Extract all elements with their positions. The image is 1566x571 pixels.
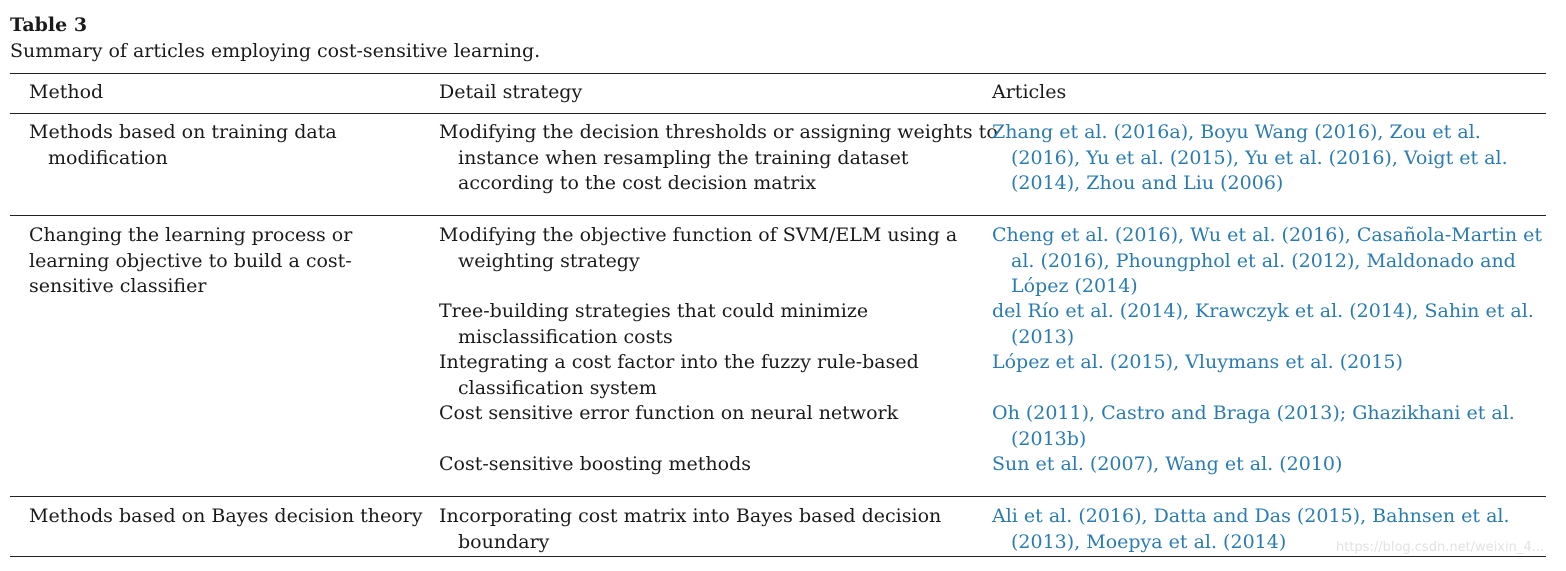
table-top-rule <box>10 73 1546 74</box>
group-divider <box>10 496 1546 497</box>
method-learning-process: Changing the learning process or learning objective to build a cost-sensitive classifier <box>29 224 353 297</box>
column-header-articles: Articles <box>992 81 1067 103</box>
articles-cell[interactable]: Zhang et al. (2016a), Boyu Wang (2016), Zou et al. (2016), Yu et al. (2015), Yu et al. (2016), Voigt et al. (2014), Zhou and Liu (2006) <box>992 121 1508 194</box>
detail-strategy-cell: Integrating a cost factor into the fuzzy rule-based classification system <box>439 351 919 399</box>
table-caption <box>10 12 1550 64</box>
table-bottom-rule <box>10 556 1546 557</box>
watermark: https://blog.csdn.net/weixin_4... <box>1336 540 1545 555</box>
detail-strategy-cell: Cost-sensitive boosting methods <box>439 453 751 475</box>
articles-cell[interactable]: Sun et al. (2007), Wang et al. (2010) <box>992 453 1343 475</box>
articles-cell[interactable]: López et al. (2015), Vluymans et al. (2015) <box>992 351 1403 373</box>
column-header-detail: Detail strategy <box>439 81 583 103</box>
column-header-method: Method <box>29 81 104 103</box>
detail-strategy-cell: Tree-building strategies that could minimize misclassification costs <box>439 300 869 348</box>
method-training-data-modification: Methods based on training data modification <box>29 121 337 169</box>
articles-cell[interactable]: Ali et al. (2016), Datta and Das (2015), Bahnsen et al. (2013), Moepya et al. (2014) <box>992 505 1510 553</box>
articles-cell[interactable]: Cheng et al. (2016), Wu et al. (2016), Casañola-Martin et al. (2016), Phoungphol et al. (2012), Maldonado and López (2014) <box>992 224 1542 297</box>
detail-strategy-cell: Cost sensitive error function on neural network <box>439 402 899 424</box>
table-title: Summary of articles employing cost-sensitive learning. <box>10 40 541 62</box>
header-rule <box>10 113 1546 114</box>
articles-cell[interactable]: Oh (2011), Castro and Braga (2013); Ghazikhani et al. (2013b) <box>992 402 1515 450</box>
detail-strategy-cell: Incorporating cost matrix into Bayes based decision boundary <box>439 505 942 553</box>
detail-strategy-cell: Modifying the decision thresholds or assigning weights to instance when resampling the training dataset according to the cost decision matrix <box>439 121 998 194</box>
method-bayes-decision-theory: Methods based on Bayes decision theory <box>29 505 423 527</box>
table-label: Table 3 <box>10 14 88 36</box>
articles-cell[interactable]: del Río et al. (2014), Krawczyk et al. (2014), Sahin et al. (2013) <box>992 300 1534 348</box>
group-divider <box>10 215 1546 216</box>
detail-strategy-cell: Modifying the objective function of SVM/ELM using a weighting strategy <box>439 224 958 272</box>
